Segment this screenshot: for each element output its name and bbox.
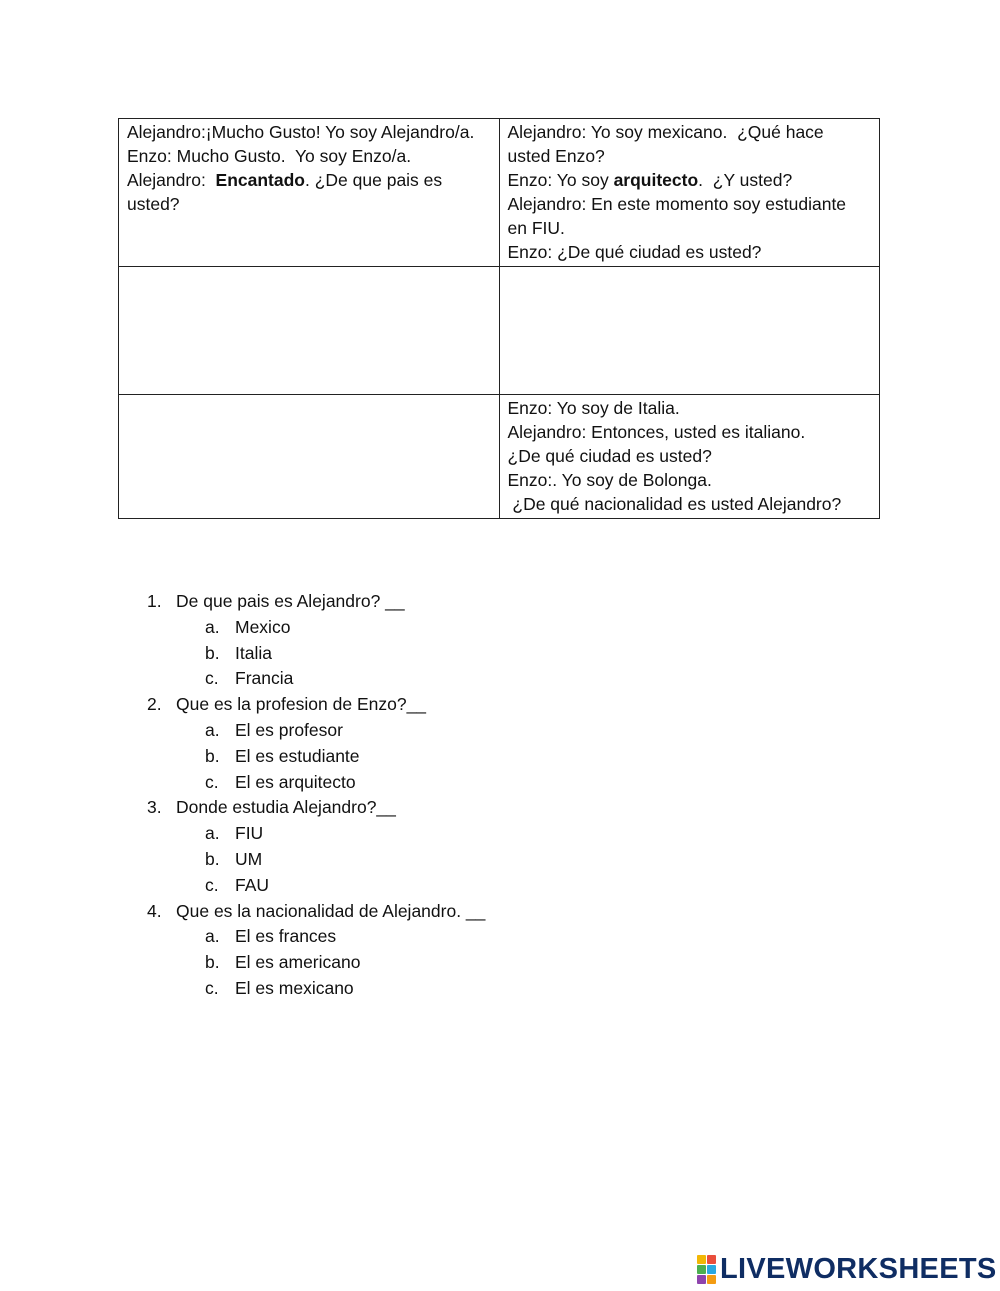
dialogue-line: Alejandro: En este momento soy estudiante <box>507 194 847 214</box>
option-text: Italia <box>235 642 272 663</box>
answer-option[interactable] <box>147 924 485 950</box>
dialogue-line: usted? <box>127 194 180 214</box>
option-text: El es estudiante <box>235 745 360 766</box>
question-number: 4. <box>147 900 162 921</box>
table-row <box>119 267 880 395</box>
option-letter: a. <box>205 926 220 947</box>
cell-dialogue-profession <box>499 119 880 267</box>
question-text: Que es la nacionalidad de Alejandro. __ <box>176 900 486 921</box>
dialogue-line: Enzo:. Yo soy de Bolonga. <box>507 470 712 490</box>
answer-option[interactable] <box>147 976 485 1002</box>
option-letter: b. <box>205 952 220 973</box>
answer-option[interactable] <box>147 950 485 976</box>
question-text: Donde estudia Alejandro?__ <box>176 797 396 818</box>
option-text: Mexico <box>235 616 291 637</box>
option-letter: b. <box>205 848 220 869</box>
question-list <box>147 589 485 1002</box>
answer-option[interactable] <box>147 666 485 692</box>
option-text: El es frances <box>235 926 337 947</box>
logo-block <box>697 1265 706 1274</box>
dialogue-table <box>118 118 880 519</box>
cell-dialogue-city <box>499 395 880 519</box>
answer-option[interactable] <box>147 770 485 796</box>
dialogue-line: Enzo: Mucho Gusto. Yo soy Enzo/a. <box>127 146 412 166</box>
logo-block <box>697 1275 706 1284</box>
option-text: El es mexicano <box>235 977 354 998</box>
logo-block <box>697 1255 706 1264</box>
dialogue-line: ¿De qué ciudad es usted? <box>507 446 712 466</box>
answer-option[interactable] <box>147 615 485 641</box>
option-letter: c. <box>205 977 219 998</box>
logo-block <box>707 1265 716 1274</box>
question-number: 3. <box>147 797 162 818</box>
dialogue-line: Enzo: Yo soy de Italia. <box>507 398 680 418</box>
option-text: FIU <box>235 823 264 844</box>
answer-option[interactable] <box>147 641 485 667</box>
option-text: UM <box>235 848 263 869</box>
answer-option[interactable] <box>147 873 485 899</box>
answer-option[interactable] <box>147 744 485 770</box>
dialogue-line: Alejandro:¡Mucho Gusto! Yo soy Alejandro/a. <box>127 122 475 142</box>
option-text: El es profesor <box>235 719 343 740</box>
option-text: El es arquitecto <box>235 771 356 792</box>
table-row <box>119 119 880 267</box>
cell-dialogue-intro <box>119 119 500 267</box>
question-item <box>147 589 485 692</box>
empty-cell <box>499 267 880 395</box>
option-letter: b. <box>205 642 220 663</box>
dialogue-line: Alejandro: Entonces, usted es italiano. <box>507 422 806 442</box>
answer-option[interactable] <box>147 718 485 744</box>
logo-text: LIVEWORKSHEETS <box>720 1253 997 1285</box>
dialogue-line: en FIU. <box>507 218 565 238</box>
question-item <box>147 899 485 1002</box>
logo-blocks-icon <box>697 1255 716 1284</box>
option-letter: a. <box>205 719 220 740</box>
logo-block <box>707 1275 716 1284</box>
option-text: El es americano <box>235 952 361 973</box>
dialogue-line: Alejandro: Yo soy mexicano. ¿Qué hace <box>507 122 824 142</box>
question-item <box>147 795 485 898</box>
dialogue-line: Alejandro: Encantado. ¿De que pais es <box>127 170 443 190</box>
table-row <box>119 395 880 519</box>
question-number: 1. <box>147 591 162 611</box>
dialogue-line: ¿De qué nacionalidad es usted Alejandro? <box>507 494 842 514</box>
option-letter: c. <box>205 668 219 689</box>
option-letter: b. <box>205 745 220 766</box>
question-number: 2. <box>147 694 162 715</box>
empty-cell <box>119 267 500 395</box>
answer-option[interactable] <box>147 821 485 847</box>
question-text: De que pais es Alejandro? __ <box>176 591 405 611</box>
option-letter: c. <box>205 771 219 792</box>
empty-cell <box>119 395 500 519</box>
liveworksheets-logo[interactable] <box>697 1254 997 1284</box>
option-letter: a. <box>205 823 220 844</box>
dialogue-line: Enzo: ¿De qué ciudad es usted? <box>507 242 762 262</box>
option-letter: c. <box>205 874 219 895</box>
option-text: Francia <box>235 668 294 689</box>
question-text: Que es la profesion de Enzo?__ <box>176 694 427 715</box>
answer-option[interactable] <box>147 847 485 873</box>
option-letter: a. <box>205 616 220 637</box>
option-text: FAU <box>235 874 270 895</box>
dialogue-line: Enzo: Yo soy arquitecto. ¿Y usted? <box>507 170 793 190</box>
logo-block <box>707 1255 716 1264</box>
dialogue-line: usted Enzo? <box>507 146 605 166</box>
question-item <box>147 692 485 795</box>
